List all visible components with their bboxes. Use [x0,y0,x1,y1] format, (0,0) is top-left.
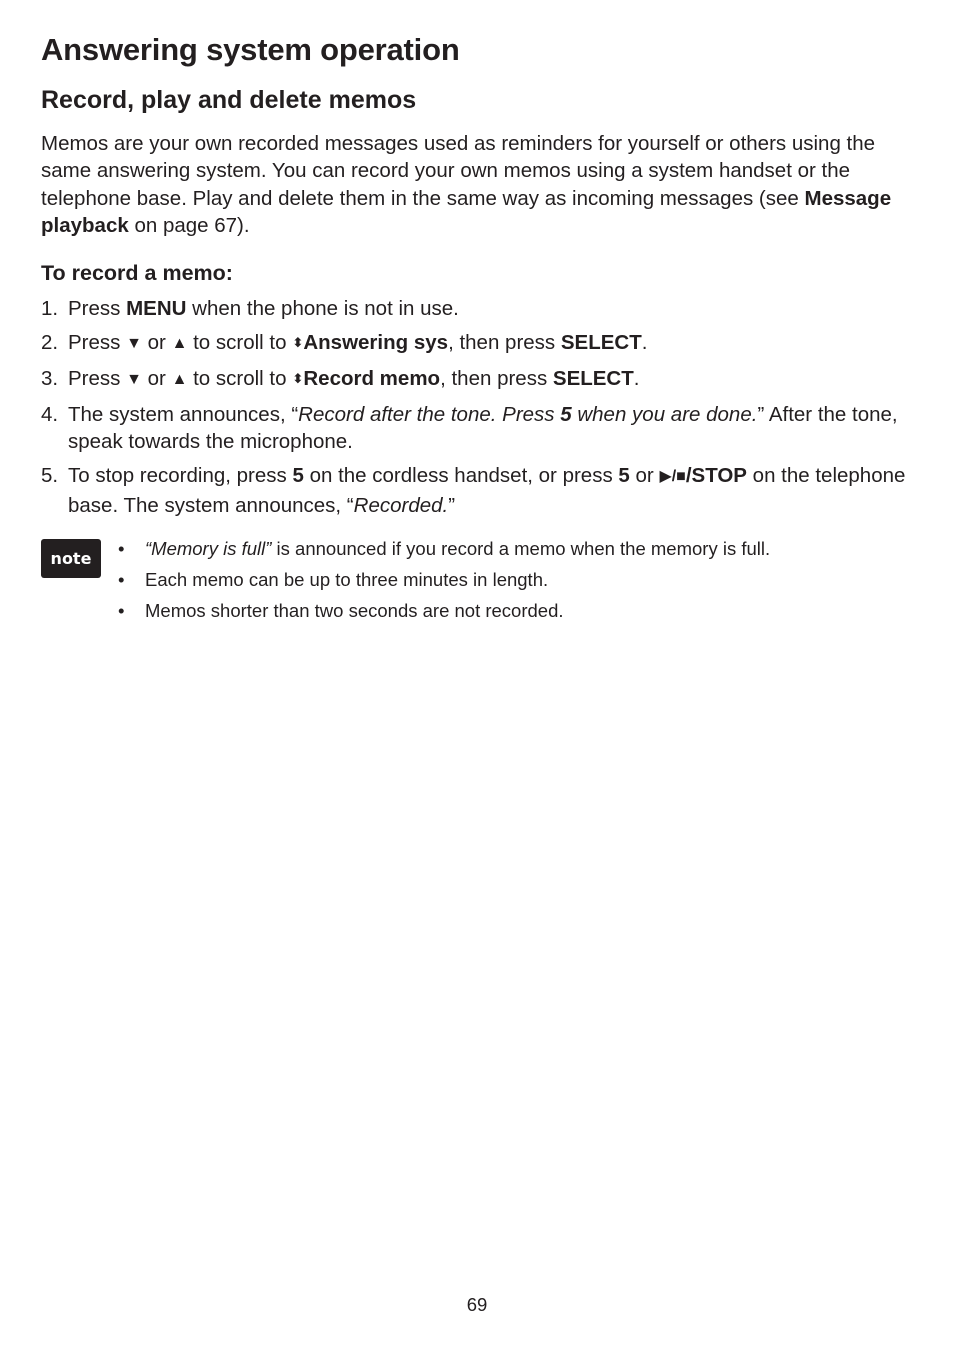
intro-text: Memos are your own recorded messages used as reminders for yourself or others using the same answering system. You can record your own memos using a system handset or the telephone base. Play and delete them in the same way as incoming messages (see [41,132,876,210]
note-item [118,598,908,624]
note-italic: “Memory is full” [145,538,272,559]
menu-target: Record memo [303,366,441,390]
menu-target: Answering sys [303,330,449,354]
step-4 [41,401,916,456]
step-text: , then press [448,330,561,354]
down-arrow-icon: ▼ [126,370,142,388]
step-text: Press [68,366,127,390]
step-number: 2. [41,330,59,354]
step-text: on the cordless handset, or press [303,464,619,488]
bullet: • [118,538,125,559]
select-key: SELECT [552,366,634,390]
message-playback-reference: Message playback [41,186,892,237]
announcement-text: Record after the tone. Press [298,402,561,426]
step-number: 4. [41,402,59,426]
step-number: 5. [41,464,59,488]
announcement-text: when you are done. [571,402,758,426]
step-text: when the phone is not in use. [186,297,459,320]
step-text: or [629,464,660,488]
key-5: 5 [618,464,630,488]
menu-key: MENU [126,297,187,320]
section-title: Record, play and delete memos [41,86,417,114]
step-text: ” After the tone, speak towards the microphone. [68,402,898,454]
scroll-icon: ⬍ [292,334,304,350]
down-arrow-icon: ▼ [126,334,142,352]
step-text: or [141,366,172,390]
step-text: To stop recording, press [68,464,293,488]
step-number: 3. [41,366,59,390]
note-text: is announced if you record a memo when the memory is full. [271,538,771,559]
step-text: . [633,366,640,390]
scroll-icon: ⬍ [292,370,304,386]
note-text: Memos shorter than two seconds are not recorded. [145,600,564,621]
intro-text-end: on page 67). [128,213,250,237]
procedure-title: To record a memo: [41,261,233,285]
note-text: Each memo can be up to three minutes in length. [145,569,549,590]
announcement-text: Recorded. [353,493,449,517]
step-text: to scroll to [187,366,293,390]
bullet: • [118,569,125,590]
bullet: • [118,600,125,621]
up-arrow-icon: ▲ [171,370,188,388]
step-text: Press [68,330,127,354]
step-text: The system announces, “ [68,402,299,426]
step-text: . [641,330,648,354]
step-number: 1. [41,297,59,320]
note-badge: note [41,539,101,578]
stop-key: /STOP [685,464,747,488]
step-text: , then press [440,366,553,390]
step-text: ” [448,493,456,517]
select-key: SELECT [560,330,642,354]
step-text: on the telephone base. The system announces, “ [68,464,906,517]
up-arrow-icon: ▲ [171,334,188,352]
key-5: 5 [560,402,572,426]
step-3 [41,365,916,394]
note-list [118,536,908,629]
page-title: Answering system operation [41,32,460,67]
step-text: to scroll to [187,330,293,354]
note-item [118,536,908,562]
intro-paragraph [41,130,911,239]
step-text: or [141,330,172,354]
steps-list [41,295,916,526]
note-item [118,567,908,593]
page-number: 69 [466,1294,488,1315]
step-5 [41,462,916,519]
step-text: Press [68,297,127,320]
play-stop-icon: ▶/■ [659,468,686,486]
step-2 [41,329,916,358]
step-1 [41,295,916,322]
key-5: 5 [292,464,304,488]
